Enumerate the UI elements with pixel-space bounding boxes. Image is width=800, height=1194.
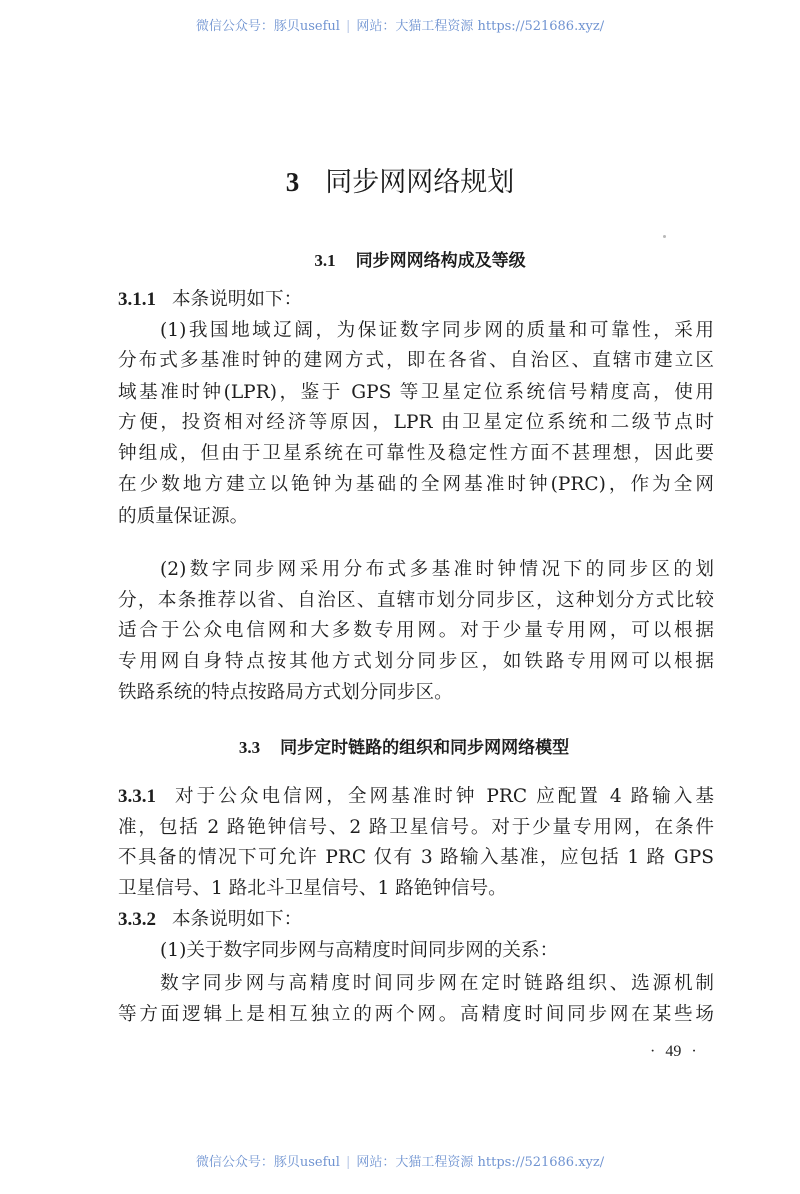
clause-number: 3.3.2 xyxy=(118,909,156,930)
chapter-title-text: 同步网网络规划 xyxy=(325,167,515,198)
clause-text: 对于公众电信网，全网基准时钟 PRC 应配置 4 路输入基 xyxy=(172,786,714,807)
paragraph-line: 域基准时钟(LPR)，鉴于 GPS 等卫星定位系统信号精度高，使用 xyxy=(118,382,714,403)
paragraph-line: (2)数字同步网采用分布式多基准时钟情况下的同步区的划 xyxy=(160,559,714,580)
paragraph-line: 专用网自身特点按其他方式划分同步区，如铁路专用网可以根据 xyxy=(118,651,714,672)
paragraph-line: 数字同步网与高精度时间同步网在定时链路组织、选源机制 xyxy=(160,973,714,994)
paragraph-line: 准，包括 2 路铯钟信号、2 路卫星信号。对于少量专用网，在条件 xyxy=(118,817,714,838)
chapter-title xyxy=(0,160,800,199)
paragraph-line: 适合于公众电信网和大多数专用网。对于少量专用网，可以根据 xyxy=(118,620,714,641)
paragraph-line: 在少数地方建立以铯钟为基础的全网基准时钟(PRC)，作为全网 xyxy=(118,474,714,495)
paragraph-line: 等方面逻辑上是相互独立的两个网。高精度时间同步网在某些场 xyxy=(118,1004,714,1025)
paragraph-line: 钟组成，但由于卫星系统在可靠性及稳定性方面不甚理想，因此要 xyxy=(118,443,714,464)
clause-lead: 本条说明如下： xyxy=(172,909,303,930)
clause-3-1-1-heading xyxy=(118,288,714,312)
chapter-number: 3 xyxy=(285,167,300,197)
paragraph-line: 分布式多基准时钟的建网方式，即在各省、自治区、直辖市建立区 xyxy=(118,350,714,371)
section-number: 3.3 xyxy=(238,738,261,757)
watermark-header xyxy=(0,15,800,34)
clause-number: 3.3.1 xyxy=(118,786,156,807)
paragraph-line: 分，本条推荐以省、自治区、直辖市划分同步区，这种划分方式比较 xyxy=(118,590,714,611)
paragraph-line: 铁路系统的特点按路局方式划分同步区。 xyxy=(118,682,453,703)
watermark-separator: | xyxy=(345,1155,351,1170)
watermark-footer xyxy=(0,1151,800,1170)
clause-3-3-2-heading xyxy=(118,908,714,932)
section-title: 同步定时链路的组织和同步网网络模型 xyxy=(280,738,570,758)
clause-number: 3.1.1 xyxy=(118,289,156,310)
paragraph-line: 的质量保证源。 xyxy=(118,506,249,527)
clause-lead: 本条说明如下： xyxy=(172,289,303,310)
watermark-separator: | xyxy=(345,19,351,34)
paragraph-line: 卫星信号、1 路北斗卫星信号、1 路铯钟信号。 xyxy=(118,878,507,899)
section-heading-3-1 xyxy=(20,246,800,271)
section-title: 同步网网络构成及等级 xyxy=(355,251,526,271)
paragraph-line: 不具备的情况下可允许 PRC 仅有 3 路输入基准，应包括 1 路 GPS xyxy=(118,847,714,868)
watermark-wechat: 微信公众号：豚贝useful xyxy=(195,1155,340,1170)
watermark-website: 网站：大猫工程资源 https://521686.xyz/ xyxy=(356,1155,605,1170)
section-heading-3-3 xyxy=(4,733,800,758)
paragraph-line: (1)关于数字同步网与高精度时间同步网的关系： xyxy=(160,940,559,961)
page-number: · 49 · xyxy=(650,1043,697,1060)
watermark-website: 网站：大猫工程资源 https://521686.xyz/ xyxy=(356,19,605,34)
watermark-wechat: 微信公众号：豚贝useful xyxy=(195,19,340,34)
paragraph-line: 方便，投资相对经济等原因，LPR 由卫星定位系统和二级节点时 xyxy=(118,412,714,433)
scan-speck xyxy=(663,235,666,238)
paragraph-line: (1)我国地域辽阔，为保证数字同步网的质量和可靠性，采用 xyxy=(160,320,714,341)
clause-3-3-1-line xyxy=(118,785,714,809)
section-number: 3.1 xyxy=(314,251,336,270)
